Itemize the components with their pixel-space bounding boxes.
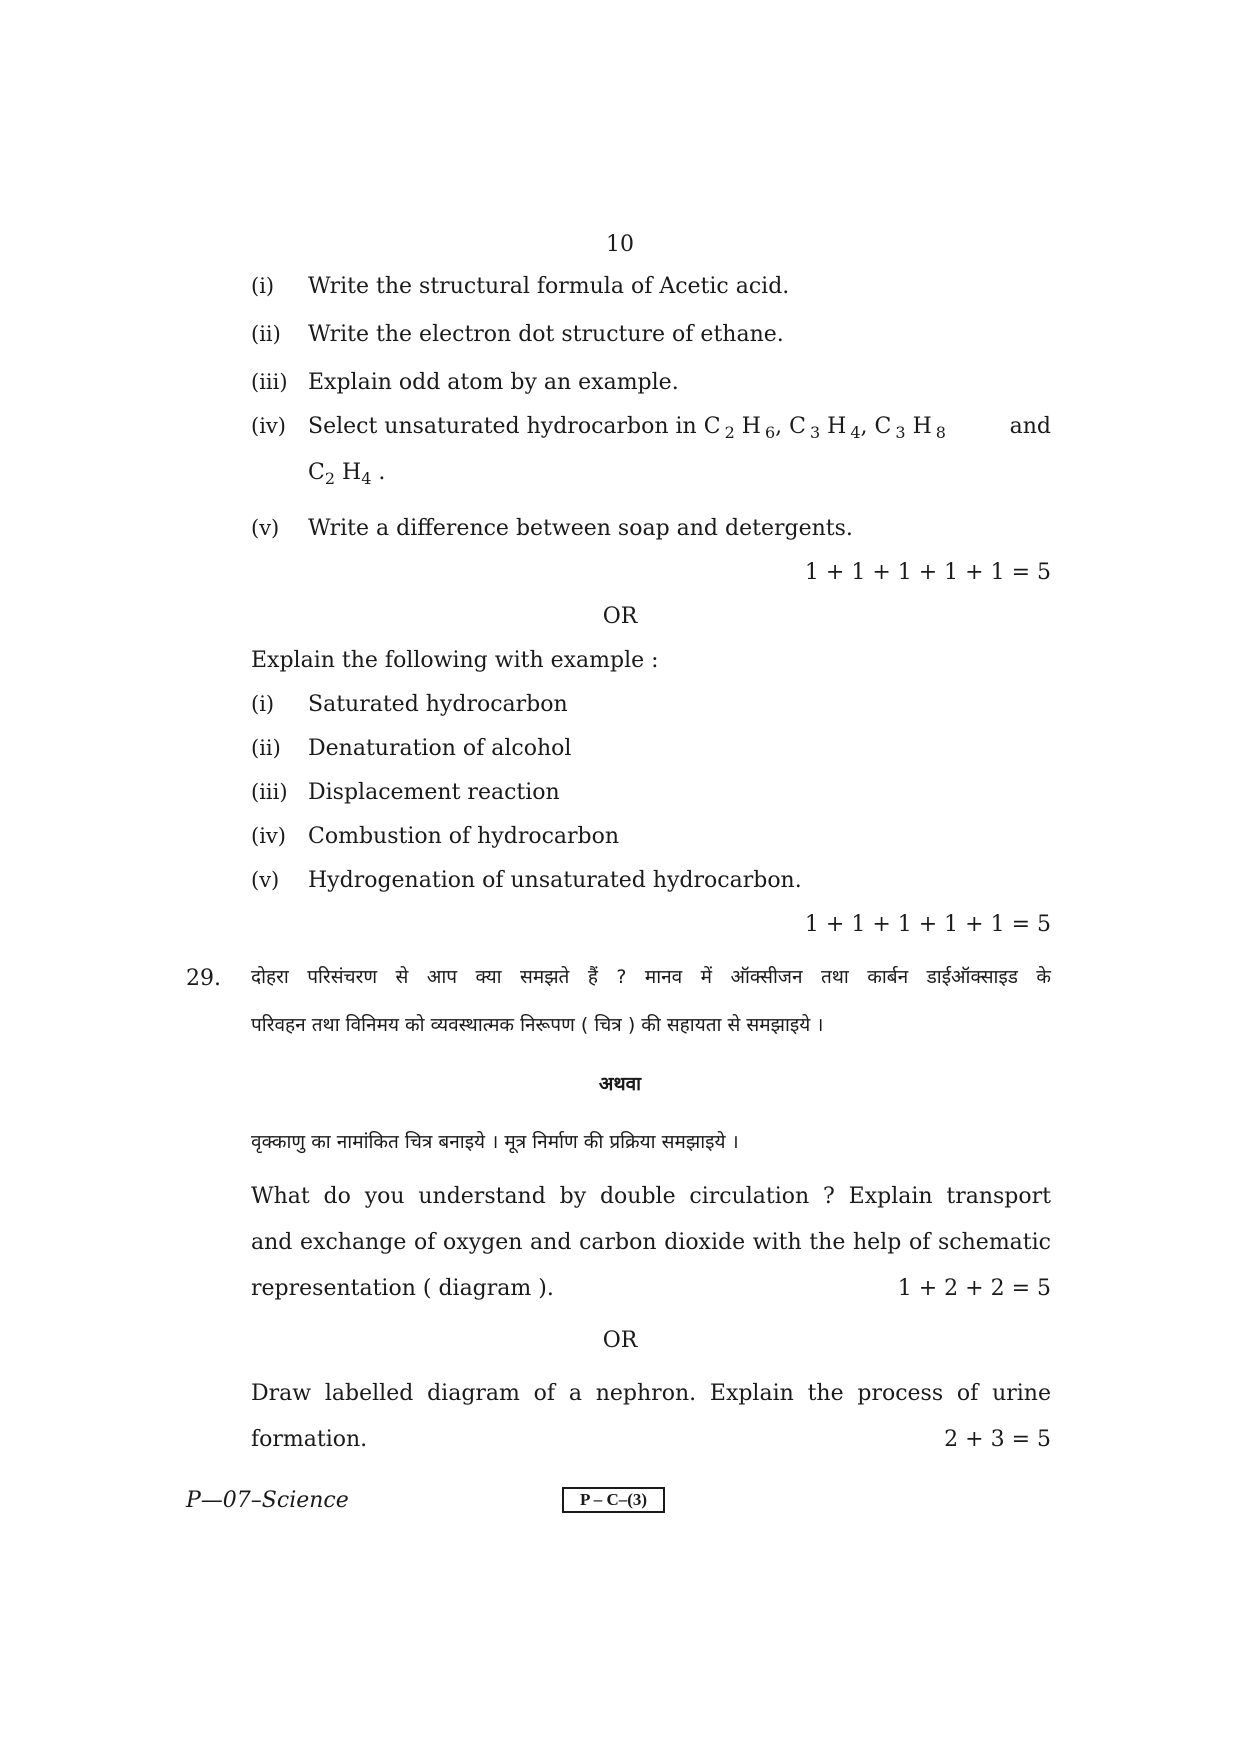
item-number: (iv)	[251, 414, 286, 438]
item-text: Combustion of hydrocarbon	[308, 824, 620, 849]
question-line: What do you understand by double circulation ? Explain transport	[251, 1184, 1051, 1209]
list-item	[251, 824, 1051, 849]
alt-question-line: Draw labelled diagram of a nephron. Explain the process of urine	[251, 1381, 1051, 1406]
item-text: Saturated hydrocarbon	[308, 692, 568, 717]
hindi-question-line: परिवहन तथा विनिमय को व्यवस्थात्मक निरूपण ( चित्र ) की सहायता से समझाइये ।	[251, 1014, 824, 1036]
item-number: (iii)	[251, 780, 288, 804]
alt-intro: Explain the following with example :	[251, 648, 659, 673]
alt-question-line: formation.	[251, 1427, 368, 1452]
question-line: representation ( diagram ).	[251, 1276, 554, 1301]
item-number: (iii)	[251, 370, 288, 394]
marks: 1 + 1 + 1 + 1 + 1 = 5	[804, 560, 1051, 585]
list-item	[251, 414, 1051, 442]
hindi-question-line: दोहरा परिसंचरण से आप क्या समझते हैं ? मानव में ऑक्सीजन तथा कार्बन डाईऑक्साइड के	[251, 966, 1051, 988]
item-number: (i)	[251, 692, 275, 716]
item-number: (v)	[251, 868, 280, 892]
item-text: Write a difference between soap and detergents.	[308, 516, 853, 541]
formula-c3h8: C $_3$ H $_8$	[874, 414, 946, 442]
formula-c3h4: C $_3$ H $_4$	[789, 414, 861, 442]
hindi-alt-question: वृक्काणु का नामांकित चित्र बनाइये । मूत्र निर्माण की प्रक्रिया समझाइये ।	[251, 1131, 739, 1153]
marks: 2 + 3 = 5	[944, 1427, 1051, 1452]
list-item	[251, 322, 1051, 347]
paper-code: P—07–Science	[186, 1488, 349, 1513]
item-text: Explain odd atom by an example.	[308, 370, 679, 395]
item-text: Write the structural formula of Acetic acid.	[308, 274, 790, 299]
page-number: 10	[606, 232, 634, 257]
item-text: Displacement reaction	[308, 780, 560, 805]
item-text: Hydrogenation of unsaturated hydrocarbon.	[308, 868, 802, 893]
item-number: (ii)	[251, 736, 281, 760]
or-divider: OR	[602, 1328, 638, 1353]
formula-c2h4: $C_2$ $H_4$ .	[308, 460, 386, 488]
item-text: Denaturation of alcohol	[308, 736, 572, 761]
question-line: and exchange of oxygen and carbon dioxide with the help of schematic	[251, 1230, 1051, 1255]
list-item	[251, 370, 1051, 395]
item-number: (iv)	[251, 824, 286, 848]
item-number: (ii)	[251, 322, 281, 346]
formula-c2h6: C $_2$ H $_6$	[703, 414, 776, 442]
or-divider: OR	[602, 604, 638, 629]
list-item	[251, 736, 1051, 761]
item-number: (i)	[251, 274, 275, 298]
item-number: (v)	[251, 516, 280, 540]
list-item	[251, 780, 1051, 805]
item-text: Write the electron dot structure of ethane.	[308, 322, 784, 347]
list-item	[251, 516, 1051, 541]
marks: 1 + 1 + 1 + 1 + 1 = 5	[804, 912, 1051, 937]
question-number: 29.	[186, 966, 221, 991]
list-item	[251, 868, 1051, 893]
set-code-box: P – C–(3)	[562, 1487, 665, 1513]
item-text: Select unsaturated hydrocarbon in C $_2$ H $_6$, C $_3$ H $_4$, C $_3$ H $_8$ and	[308, 414, 1051, 442]
list-item	[251, 274, 1051, 299]
list-item	[251, 692, 1051, 717]
marks: 1 + 2 + 2 = 5	[897, 1276, 1051, 1301]
hindi-or-divider: अथवा	[598, 1073, 642, 1095]
